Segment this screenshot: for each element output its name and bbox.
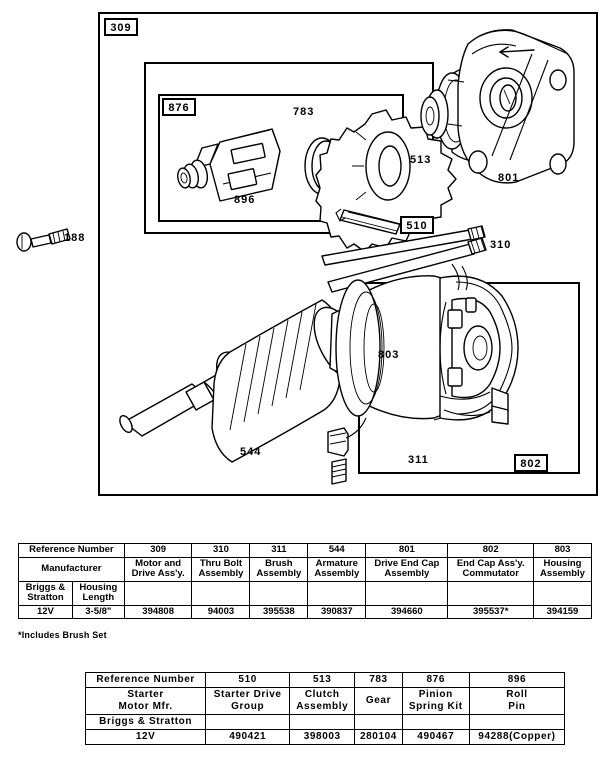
t1-ref-802: 802 [448, 544, 534, 558]
t2-part-510: 490421 [206, 730, 290, 745]
t1-voltage: 12V [19, 605, 73, 619]
t1-manufacturer-header: Manufacturer [19, 557, 125, 581]
t1-housing-l2: Length [82, 592, 115, 603]
t2-name-513-l2: Assembly [296, 701, 349, 712]
t1-part-803: 394159 [533, 605, 591, 619]
t1-name-310-l2: Assembly [198, 568, 244, 579]
callout-label-188: 188 [64, 232, 86, 244]
t2-ref-510: 510 [206, 673, 290, 688]
t1-housing-length-value: 3-5/8" [72, 605, 124, 619]
t1-part-544: 390837 [308, 605, 366, 619]
t2-ref-513: 513 [290, 673, 355, 688]
t1-mfr-name-l2: Stratton [27, 592, 64, 603]
t2-name-513-l1: Clutch [304, 689, 340, 700]
t2-name-876-l2: Spring Kit [408, 701, 463, 712]
t1-blank-802 [448, 581, 534, 605]
callout-label-783: 783 [293, 106, 315, 118]
t2-mfr-header [86, 688, 206, 715]
table-row [19, 605, 592, 619]
table-row [86, 730, 565, 745]
t1-name-803-l1: Housing [543, 557, 582, 569]
art-screw-188 [12, 222, 108, 262]
t2-name-876-l1: Pinion [418, 689, 453, 700]
t1-name-801-l2: Assembly [384, 568, 430, 579]
t2-name-783-l1: Gear [365, 695, 392, 706]
callout-label-310: 310 [490, 239, 512, 251]
table-row [19, 581, 592, 605]
t2-mfr-name: Briggs & Stratton [86, 715, 206, 730]
t1-blank-311 [250, 581, 308, 605]
t1-blank-309 [124, 581, 192, 605]
table-row [19, 557, 592, 581]
table-row [19, 544, 592, 558]
t1-name-310-l1: Thru Bolt [199, 557, 243, 569]
t1-blank-544 [308, 581, 366, 605]
t2-name-510-l2: Group [231, 701, 265, 712]
t2-name-896-l2: Pin [508, 701, 526, 712]
t2-name-510-l1: Starter Drive [213, 689, 282, 700]
t1-name-311 [250, 557, 308, 581]
t2-name-783 [355, 688, 402, 715]
art-commutator-end-cap [440, 264, 518, 424]
table-row [86, 715, 565, 730]
t2-name-513 [290, 688, 355, 715]
t1-mfr-name [19, 581, 73, 605]
t1-ref-309: 309 [124, 544, 192, 558]
t1-blank-801 [366, 581, 448, 605]
art-pinion-spring-kit [176, 129, 280, 201]
t2-part-896: 94288(Copper) [469, 730, 564, 745]
reference-table-1 [18, 543, 592, 619]
t2-blank-510 [206, 715, 290, 730]
t1-part-801: 394660 [366, 605, 448, 619]
callout-label-544: 544 [240, 446, 262, 458]
t1-ref-311: 311 [250, 544, 308, 558]
t1-name-802-l2: Commutator [462, 568, 519, 579]
t1-name-309 [124, 557, 192, 581]
callout-label-896: 896 [234, 194, 256, 206]
table-row [86, 688, 565, 715]
t1-name-544 [308, 557, 366, 581]
t2-part-876: 490467 [402, 730, 469, 745]
table1-footnote: *Includes Brush Set [18, 630, 107, 640]
t2-mfr-header-l2: Motor Mfr. [118, 701, 173, 712]
t1-name-803 [533, 557, 591, 581]
t1-part-311: 395538 [250, 605, 308, 619]
art-brush-assembly [328, 418, 366, 484]
t2-blank-513 [290, 715, 355, 730]
t1-name-803-l2: Assembly [540, 568, 585, 579]
t2-blank-876 [402, 715, 469, 730]
t2-part-513: 398003 [290, 730, 355, 745]
t2-mfr-header-l1: Starter [127, 689, 164, 700]
callout-tag-510: 510 [400, 216, 434, 234]
t2-ref-876: 876 [402, 673, 469, 688]
t1-ref-310: 310 [192, 544, 250, 558]
t1-housing-l1: Housing [79, 581, 118, 593]
t2-name-876 [402, 688, 469, 715]
t2-voltage: 12V [86, 730, 206, 745]
t1-name-544-l1: Armature [315, 557, 358, 569]
t1-name-311-l1: Brush [265, 557, 293, 569]
table-row [86, 673, 565, 688]
callout-tag-309: 309 [104, 18, 138, 36]
callout-label-801: 801 [498, 172, 520, 184]
t2-part-783: 280104 [355, 730, 402, 745]
t1-part-310: 94003 [192, 605, 250, 619]
diagram-artwork [100, 14, 596, 494]
t1-name-802 [448, 557, 534, 581]
t1-name-310 [192, 557, 250, 581]
t1-housing-length-header [72, 581, 124, 605]
t1-name-802-l1: End Cap Ass'y. [456, 557, 525, 569]
t1-name-309-l2: Drive Ass'y. [131, 568, 185, 579]
t2-name-896-l1: Roll [506, 689, 528, 700]
callout-label-311: 311 [408, 454, 429, 466]
callout-label-513: 513 [410, 154, 432, 166]
callout-tag-876: 876 [162, 98, 196, 116]
t1-blank-310 [192, 581, 250, 605]
t1-name-309-l1: Motor and [135, 557, 182, 569]
t1-name-311-l2: Assembly [256, 568, 302, 579]
t1-mfr-name-l1: Briggs & [25, 581, 66, 593]
t1-ref-803: 803 [533, 544, 591, 558]
t2-name-896 [469, 688, 564, 715]
t2-blank-783 [355, 715, 402, 730]
callout-tag-802: 802 [514, 454, 548, 472]
t2-ref-header: Reference Number [86, 673, 206, 688]
t1-name-544-l2: Assembly [314, 568, 360, 579]
t1-name-801-l1: Drive End Cap [374, 557, 440, 569]
t1-ref-header: Reference Number [19, 544, 125, 558]
t2-ref-783: 783 [355, 673, 402, 688]
t1-blank-803 [533, 581, 591, 605]
t1-ref-801: 801 [366, 544, 448, 558]
t2-name-510 [206, 688, 290, 715]
parts-diagram [98, 12, 598, 496]
t1-part-309: 394808 [124, 605, 192, 619]
t1-name-801 [366, 557, 448, 581]
reference-table-2 [85, 672, 565, 745]
t2-ref-896: 896 [469, 673, 564, 688]
t1-ref-544: 544 [308, 544, 366, 558]
t2-blank-896 [469, 715, 564, 730]
callout-label-803: 803 [378, 349, 400, 361]
t1-part-802: 395537* [448, 605, 534, 619]
